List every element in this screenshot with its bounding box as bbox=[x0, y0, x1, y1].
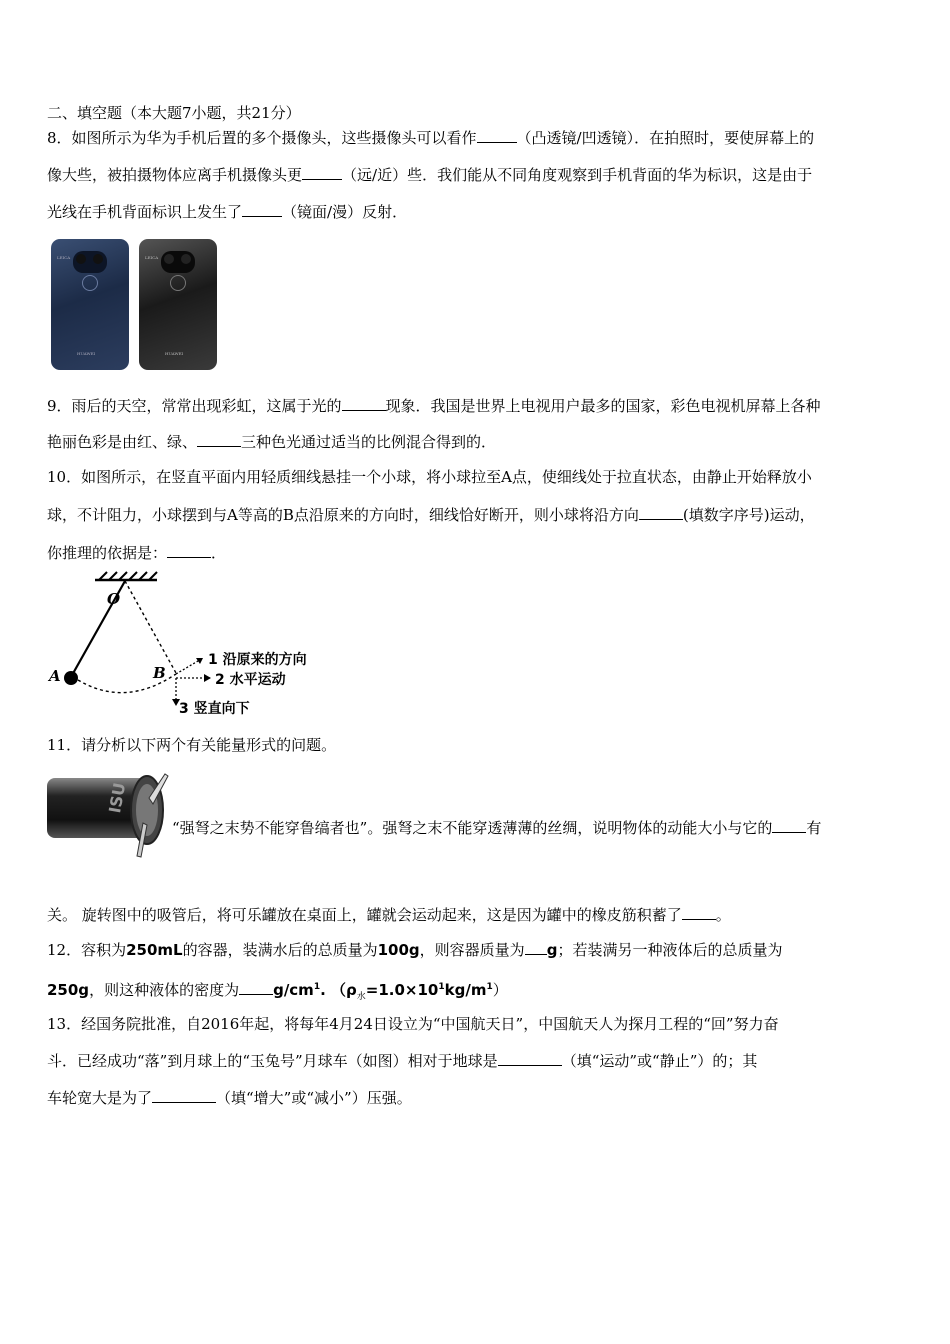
answer-blank bbox=[342, 396, 386, 411]
q8-line3-after: （镜面/漫）反射． bbox=[282, 203, 408, 221]
q10-line3-after: ． bbox=[211, 544, 227, 562]
q8-line1-after: （凸透镜/凹透镜）．在拍照时，要使屏幕上的 bbox=[516, 129, 815, 147]
q13-line3 bbox=[47, 1088, 412, 1108]
direction-2-label: 2 水平运动 bbox=[215, 672, 286, 688]
q12-sup: 1 bbox=[313, 982, 321, 992]
label-a: A bbox=[49, 667, 61, 685]
q12-text: ，则容器质量为 bbox=[419, 941, 525, 959]
q11-line1: 11．请分析以下两个有关能量形式的问题。 bbox=[47, 736, 337, 754]
q13-line3-text: 车轮宽大是为了 bbox=[47, 1089, 153, 1107]
huawei-label: HUAWEI bbox=[77, 351, 96, 356]
q12-unit: g/cm bbox=[273, 981, 314, 999]
camera-lens-icon bbox=[164, 254, 174, 264]
q13-line2-after: （填“运动”或“静止”）的；其 bbox=[561, 1052, 758, 1070]
q8-line2 bbox=[47, 165, 812, 185]
q12-sup: 1 bbox=[486, 982, 493, 992]
q8-line1-text: 8．如图所示为华为手机后置的多个摄像头，这些摄像头可以看作 bbox=[47, 129, 477, 147]
fingerprint-icon bbox=[82, 275, 98, 291]
q12-volume: 250mL bbox=[126, 941, 183, 959]
q9-line2 bbox=[47, 432, 496, 452]
q8-line2-text: 像大些，被拍摄物体应离手机摄像头更 bbox=[47, 166, 303, 184]
direction-3-label: 3 竖直向下 bbox=[179, 701, 250, 717]
answer-blank bbox=[242, 202, 282, 217]
q12-line1 bbox=[47, 940, 782, 960]
q13-line2 bbox=[47, 1051, 757, 1071]
q11-line2-after: 有 bbox=[806, 819, 822, 837]
answer-blank bbox=[197, 432, 241, 447]
q11-line3-after: 。 bbox=[715, 906, 731, 924]
answer-blank bbox=[772, 818, 806, 833]
q12-text: . （ρ bbox=[320, 981, 357, 999]
q11-line2-text: “强弩之末势不能穿鲁缟者也”。强弩之末不能穿透薄薄的丝绸，说明物体的动能大小与它的 bbox=[172, 819, 773, 837]
q9-line1-after: 现象．我国是世界上电视用户最多的国家，彩色电视机屏幕上各种 bbox=[385, 397, 821, 415]
q8-line1 bbox=[47, 128, 814, 148]
q10-line3 bbox=[47, 543, 226, 563]
q12-text: 的容器，装满水后的总质量为 bbox=[182, 941, 378, 959]
q11-line3 bbox=[47, 905, 731, 925]
q10-line2-after: (填数字序号)运动， bbox=[682, 506, 815, 524]
q8-line3 bbox=[47, 202, 407, 222]
leica-label: LEICA bbox=[57, 255, 71, 260]
blue-phone bbox=[51, 239, 129, 370]
q10-line2-text: 球，不计阻力，小球摆到与A等高的B点沿原来的方向时，细线恰好断开，则小球将沿方向 bbox=[47, 506, 639, 524]
label-b: B bbox=[153, 664, 166, 682]
answer-blank bbox=[239, 980, 273, 995]
phones-figure bbox=[51, 239, 217, 371]
q10-line3-text: 你推理的依据是： bbox=[47, 544, 168, 562]
answer-blank bbox=[498, 1051, 562, 1066]
q13-line1: 13．经国务院批准，自2016年起，将每年4月24日设立为“中国航天日”，中国航天人为探月工程的“回”努力奋 bbox=[47, 1015, 779, 1033]
fingerprint-icon bbox=[170, 275, 186, 291]
q9-line2-after: 三种色光通过适当的比例混合得到的． bbox=[241, 433, 497, 451]
q12-line2 bbox=[47, 977, 508, 1007]
ceiling-hatch bbox=[95, 572, 157, 580]
q8-line3-text: 光线在手机背面标识上发生了 bbox=[47, 203, 243, 221]
string-to-b bbox=[125, 581, 176, 673]
svg-text:ISU: ISU bbox=[105, 781, 130, 815]
q11-line3-text: 关。 旋转图中的吸管后，将可乐罐放在桌面上，罐就会运动起来，这是因为罐中的橡皮筋积蓄了 bbox=[47, 906, 682, 924]
q13-line2-text: 斗．已经成功“落”到月球上的“玉兔号”月球车（如图）相对于地球是 bbox=[47, 1052, 498, 1070]
q12-sup: 1 bbox=[438, 982, 445, 992]
answer-blank bbox=[682, 905, 716, 920]
q10-line1: 10．如图所示，在竖直平面内用轻质细线悬挂一个小球，将小球拉至A点，使细线处于拉直状态，由静止开始释放小 bbox=[47, 468, 812, 486]
q9-line2-text: 艳丽色彩是由红、绿、 bbox=[47, 433, 198, 451]
q12-text: ） bbox=[492, 981, 508, 999]
camera-lens-icon bbox=[181, 254, 191, 264]
answer-blank bbox=[639, 505, 683, 520]
q12-text: kg/m bbox=[444, 981, 487, 999]
black-phone bbox=[139, 239, 217, 370]
answer-blank bbox=[477, 128, 517, 143]
q10-line2 bbox=[47, 505, 815, 525]
direction-1-label: 1 沿原来的方向 bbox=[208, 652, 307, 668]
pendulum-figure bbox=[45, 570, 345, 720]
q12-text: ；若装满另一种液体后的总质量为 bbox=[557, 941, 783, 959]
camera-lens-icon bbox=[76, 254, 86, 264]
answer-blank bbox=[302, 165, 342, 180]
cola-can-figure bbox=[45, 768, 170, 860]
q12-sub: 水 bbox=[356, 992, 366, 1002]
section-title: 二、填空题（本大题7小题，共21分） bbox=[47, 104, 301, 122]
q12-text: 12．容积为 bbox=[47, 941, 127, 959]
answer-blank bbox=[167, 543, 211, 558]
huawei-label: HUAWEI bbox=[165, 351, 184, 356]
q12-mass2: 250g bbox=[47, 981, 90, 999]
leica-label: LEICA bbox=[145, 255, 159, 260]
q12-text: =1.0×10 bbox=[365, 981, 439, 999]
arrowhead-icon bbox=[204, 674, 211, 682]
answer-blank bbox=[525, 940, 547, 955]
q12-unit: g bbox=[546, 941, 558, 959]
ball bbox=[64, 671, 78, 685]
label-o: O bbox=[107, 590, 121, 608]
camera-lens-icon bbox=[93, 254, 103, 264]
answer-blank bbox=[152, 1088, 216, 1103]
q9-line1 bbox=[47, 396, 821, 416]
q12-text: ，则这种液体的密度为 bbox=[89, 981, 240, 999]
q11-line2 bbox=[172, 818, 821, 838]
q13-line3-after: （填“增大”或“减小”）压强。 bbox=[216, 1089, 412, 1107]
q8-line2-after: （远/近）些．我们能从不同角度观察到手机背面的华为标识，这是由于 bbox=[342, 166, 813, 184]
q9-line1-text: 9．雨后的天空，常常出现彩虹，这属于光的 bbox=[47, 397, 342, 415]
q12-mass: 100g bbox=[377, 941, 420, 959]
